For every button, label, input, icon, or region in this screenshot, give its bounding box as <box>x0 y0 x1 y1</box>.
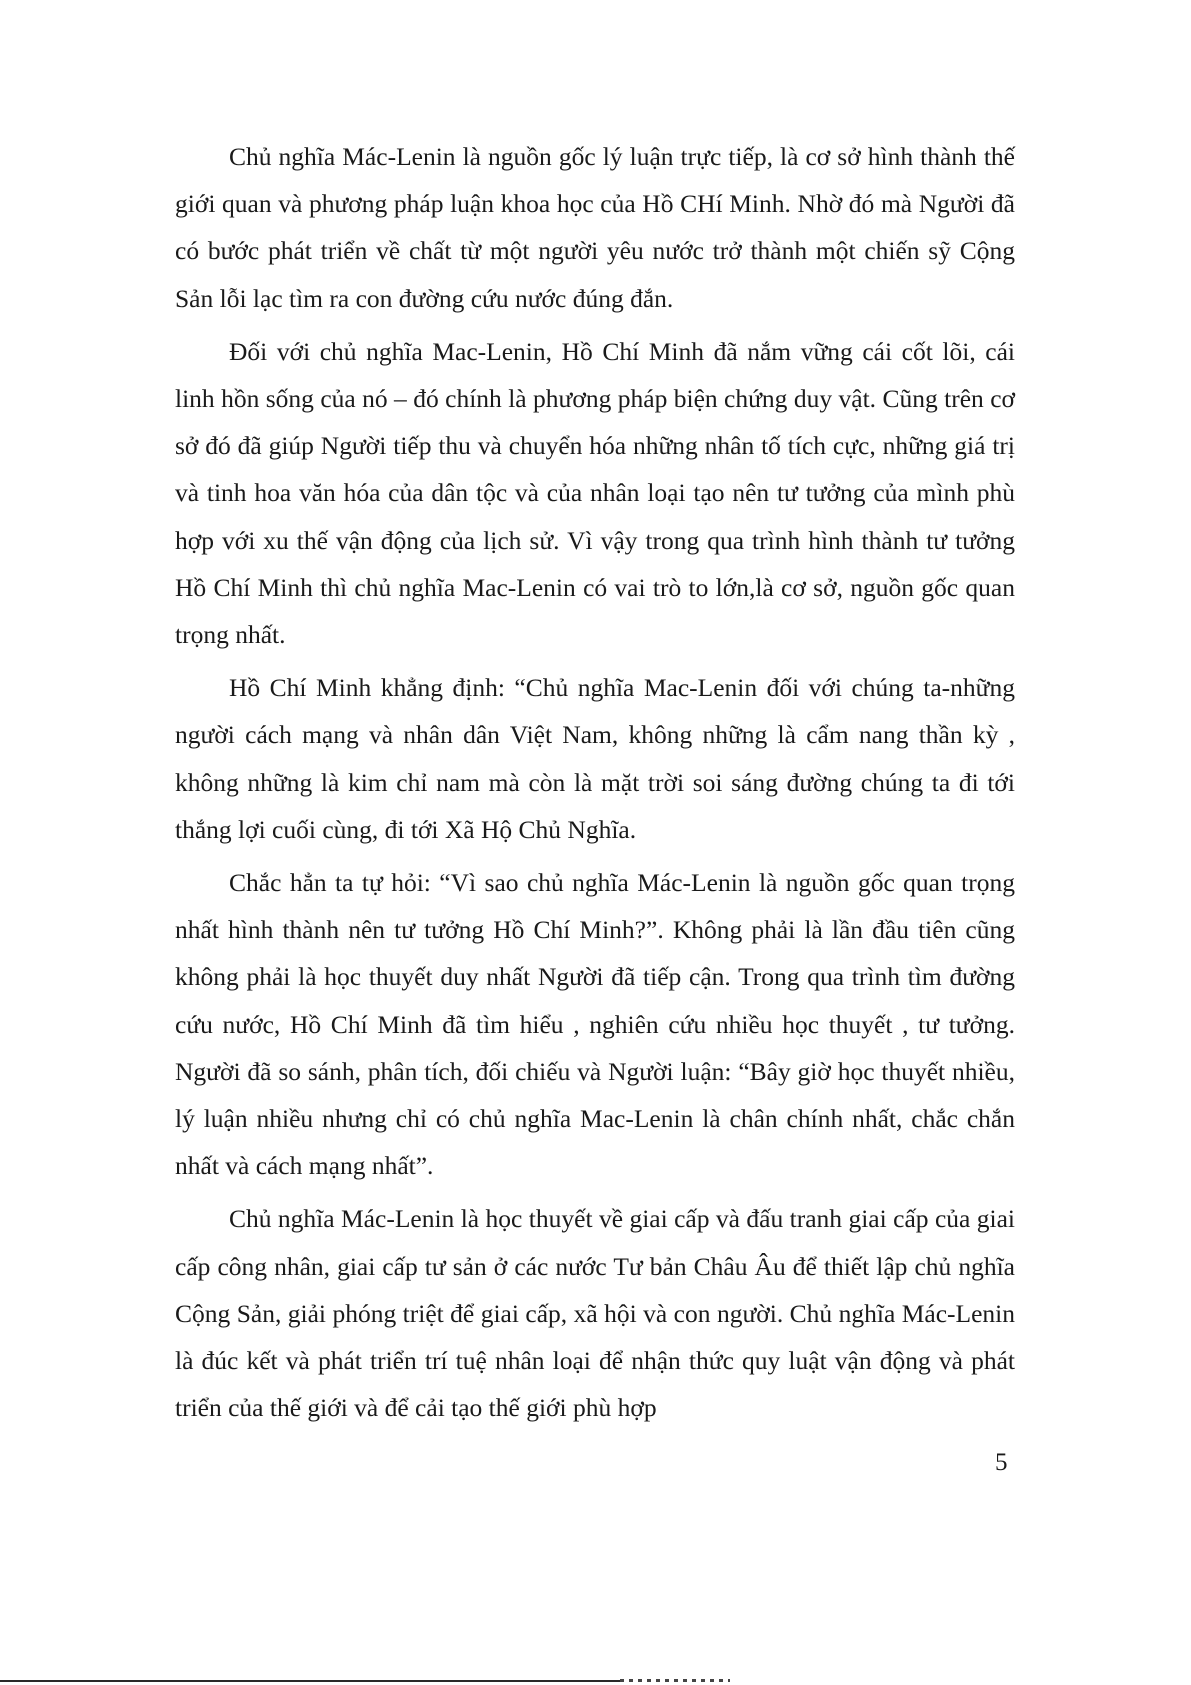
page-number: 5 <box>995 1449 1008 1476</box>
paragraph-4: Chắc hẳn ta tự hỏi: “Vì sao chủ nghĩa Mác-Lenin là nguồn gốc quan trọng nhất hình thành nên tư tưởng Hồ Chí Minh?”. Không phải là lần đầu tiên cũng không phải là học thuyết duy nhất Người đã tiếp cận. Trong qua trình tìm đường cứu nước, Hồ Chí Minh đã tìm hiểu , nghiên cứu nhiều học thuyết , tư tưởng. Người đã so sánh, phân tích, đối chiếu và Người luận: “Bây giờ học thuyết nhiều, lý luận nhiều nhưng chỉ có chủ nghĩa Mac-Lenin là chân chính nhất, chắc chắn nhất và cách mạng nhất”. <box>175 868 1015 1181</box>
footer-rule <box>0 1680 620 1682</box>
footer-cutoff-text <box>620 1679 730 1682</box>
document-body <box>175 133 1015 1437</box>
paragraph-3: Hồ Chí Minh khẳng định: “Chủ nghĩa Mac-Lenin đối với chúng ta-những người cách mạng và nhân dân Việt Nam, không những là cẩm nang thần kỳ , không những là kim chỉ nam mà còn là mặt trời soi sáng đường chúng ta đi tới thắng lợi cuối cùng, đi tới Xã Hộ Chủ Nghĩa. <box>175 673 1015 844</box>
paragraph-5: Chủ nghĩa Mác-Lenin là học thuyết về giai cấp và đấu tranh giai cấp của giai cấp công nhân, giai cấp tư sản ở các nước Tư bản Châu Âu để thiết lập chủ nghĩa Cộng Sản, giải phóng triệt để giai cấp, xã hội và con người. Chủ nghĩa Mác-Lenin là đúc kết và phát triển trí tuệ nhân loại để nhận thức quy luật vận động và phát triển của thế giới và để cải tạo thế giới phù hợp <box>175 1204 1015 1423</box>
paragraph-2: Đối với chủ nghĩa Mac-Lenin, Hồ Chí Minh đã nắm vững cái cốt lõi, cái linh hồn sống của nó – đó chính là phương pháp biện chứng duy vật. Cũng trên cơ sở đó đã giúp Người tiếp thu và chuyển hóa những nhân tố tích cực, những giá trị và tinh hoa văn hóa của dân tộc và của nhân loại tạo nên tư tưởng của mình phù hợp với xu thế vận động của lịch sử. Vì vậy trong qua trình hình thành tư tưởng Hồ Chí Minh thì chủ nghĩa Mac-Lenin có vai trò to lớn,là cơ sở, nguồn gốc quan trọng nhất. <box>175 336 1015 650</box>
paragraph-1: Chủ nghĩa Mác-Lenin là nguồn gốc lý luận trực tiếp, là cơ sở hình thành thế giới quan và phương pháp luận khoa học của Hồ CHí Minh. Nhờ đó mà Người đã có bước phát triển về chất từ một người yêu nước trở thành một chiến sỹ Cộng Sản lỗi lạc tìm ra con đường cứu nước đúng đắn. <box>175 142 1015 313</box>
